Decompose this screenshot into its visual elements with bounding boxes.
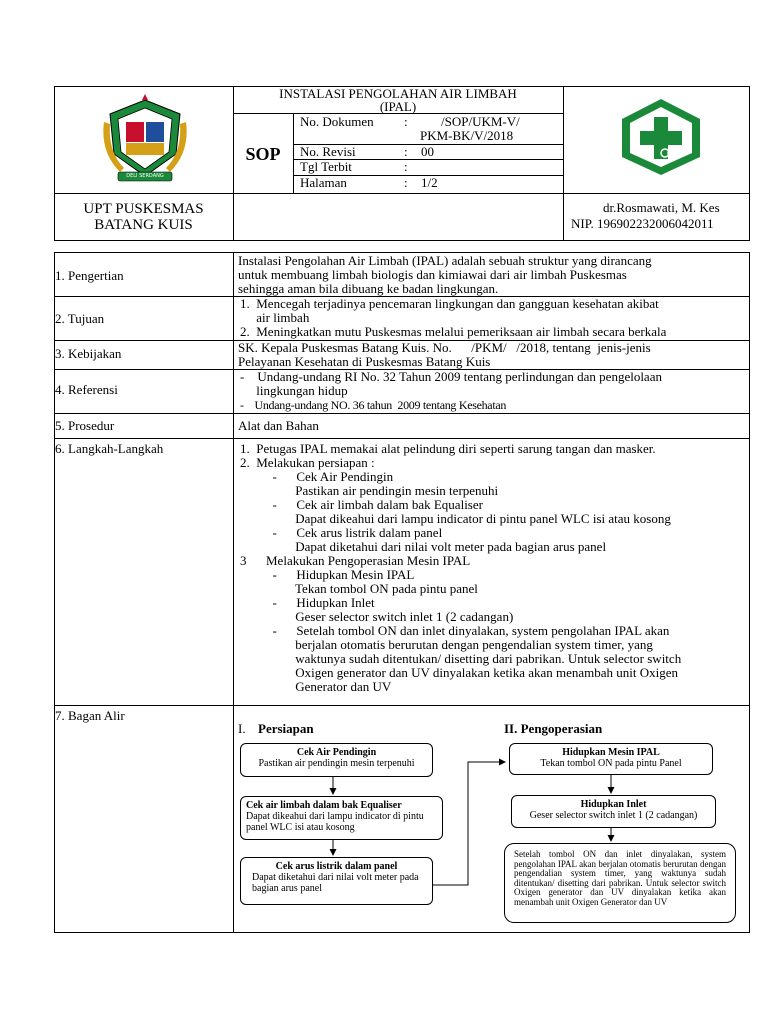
langkah-line: 2. Melakukan persiapan :	[240, 455, 375, 470]
pengertian-line: Instalasi Pengolahan Air Limbah (IPAL) adalah sebuah struktur yang dirancang	[238, 253, 652, 268]
langkah-line: Geser selector switch inlet 1 (2 cadangan)	[240, 609, 514, 624]
doc-number-value: /SOP/UKM-V/	[441, 114, 520, 129]
section-label-prosedur: 5. Prosedur	[55, 418, 115, 433]
tujuan-line: 1. Mencegah terjadinya pencemaran lingkungan dan gangguan kesehatan akibat	[240, 296, 659, 311]
issue-date-sep: :	[404, 159, 408, 174]
flow-arrows	[233, 700, 750, 933]
flow-box-title: Hidupkan Inlet	[580, 799, 647, 810]
langkah-line: Dapat dikeahui dari lampu indicator di pintu panel WLC isi atau kosong	[240, 511, 671, 526]
doc-title-line2: (IPAL)	[379, 99, 417, 114]
langkah-line: Dapat diketahui dari nilai volt meter pada bagian arus panel	[240, 539, 607, 554]
flow-left-heading-num: I.	[238, 721, 246, 736]
kebijakan-line: SK. Kepala Puskesmas Batang Kuis. No. /PKM/ /2018, tentang jenis-jenis	[238, 340, 651, 355]
org-name-line1: UPT PUSKESMAS	[83, 201, 204, 217]
langkah-line: Tekan tombol ON pada pintu panel	[240, 581, 478, 596]
langkah-line: - Cek arus listrik dalam panel	[240, 525, 443, 540]
flow-right-heading: II. Pengoperasian	[504, 721, 603, 736]
langkah-line: 1. Petugas IPAL memakai alat pelindung diri seperti sarung tangan dan masker.	[240, 441, 656, 456]
tujuan-line: air limbah	[240, 310, 310, 325]
flow-box-text: Setelah tombol ON dan inlet dinyalakan, system pengolahan IPAL akan berjalan otomatis berurutan dengan pengendalian system timer, yang waktunya sudah ditentukan/ disetting dari pabrikan. Untuk selector switch Oxigen generator dan UV dinyalakan ketika akan menambah unit Oxigen Generator dan UV	[514, 849, 726, 907]
arrow-connector	[433, 762, 505, 885]
flow-box-title: Hidupkan Mesin IPAL	[562, 747, 660, 758]
revision-sep: :	[404, 144, 408, 159]
flow-box-text: Dapat diketahui dari nilai volt meter pada bagian arus panel	[252, 872, 419, 894]
signer-name: dr.Rosmawati, M. Kes	[603, 200, 720, 215]
divider	[54, 438, 750, 439]
langkah-line: waktunya sudah ditentukan/ disetting dari pabrikan. Untuk selector switch	[240, 651, 682, 666]
prosedur-line: Alat dan Bahan	[238, 418, 319, 433]
flow-box-title: Cek arus listrik dalam panel	[275, 861, 398, 872]
page-value: 1/2	[421, 175, 438, 190]
pengertian-line: sehingga aman bila dibuang ke badan lingkungan.	[238, 281, 499, 296]
doc-number-label: No. Dokumen	[300, 114, 374, 129]
section-label-bagan-alir: 7. Bagan Alir	[55, 708, 125, 723]
divider	[54, 413, 750, 414]
flow-box-title: Cek air limbah dalam bak Equaliser	[246, 800, 402, 811]
doc-title-line1: INSTALASI PENGOLAHAN AIR LIMBAH	[279, 86, 517, 101]
langkah-line: 3 Melakukan Pengoperasian Mesin IPAL	[240, 553, 471, 568]
referensi-line: lingkungan hidup	[240, 383, 348, 398]
langkah-line: Oxigen generator dan UV dinyalakan ketika akan menambah unit Oxigen	[240, 665, 679, 680]
section-label-kebijakan: 3. Kebijakan	[55, 346, 122, 361]
divider	[54, 193, 750, 194]
flow-box-text: Geser selector switch inlet 1 (2 cadangan)	[529, 810, 698, 821]
flow-box-text: Pastikan air pendingin mesin terpenuhi	[258, 758, 415, 769]
langkah-line: Generator dan UV	[240, 679, 392, 694]
puskesmas-logo-icon	[614, 95, 708, 179]
langkah-line: - Hidupkan Mesin IPAL	[240, 567, 415, 582]
pengertian-line: untuk membuang limbah biologis dan kimiawai dari air limbah Puskesmas	[238, 267, 627, 282]
divider	[293, 113, 294, 193]
referensi-line: - Undang-undang RI No. 32 Tahun 2009 tentang perlindungan dan pengelolaan	[240, 369, 662, 384]
divider	[563, 86, 564, 241]
flow-box-title: Cek Air Pendingin	[296, 747, 377, 758]
section-label-tujuan: 2. Tujuan	[55, 311, 105, 326]
signer-nip: NIP. 196902232006042011	[571, 216, 714, 231]
sop-label: SOP	[245, 144, 281, 164]
langkah-line: - Cek air limbah dalam bak Equaliser	[240, 497, 483, 512]
section-label-referensi: 4. Referensi	[55, 382, 118, 397]
org-name-line2: BATANG KUIS	[94, 217, 193, 233]
flow-box-text: Tekan tombol ON pada pintu Panel	[540, 758, 682, 769]
emblem-banner-text: DELI SERDANG	[126, 173, 164, 179]
issue-date-label: Tgl Terbit	[300, 159, 352, 174]
page-sep: :	[404, 175, 408, 190]
doc-number-sep: :	[404, 114, 408, 129]
section-label-pengertian: 1. Pengertian	[55, 268, 124, 283]
page-label: Halaman	[300, 175, 347, 190]
langkah-line: - Cek Air Pendingin	[240, 469, 394, 484]
langkah-line: - Setelah tombol ON dan inlet dinyalakan, system pengolahan IPAL akan	[240, 623, 670, 638]
revision-value: 00	[421, 144, 434, 159]
revision-label: No. Revisi	[300, 144, 356, 159]
langkah-line: berjalan otomatis berurutan dengan pengendalian system timer, yang	[240, 637, 653, 652]
langkah-line: Pastikan air pendingin mesin terpenuhi	[240, 483, 499, 498]
tujuan-line: 2. Meningkatkan mutu Puskesmas melalui pemeriksaan air limbah secara berkala	[240, 324, 667, 339]
langkah-line: - Hidupkan Inlet	[240, 595, 375, 610]
flow-box-text: Dapat dikeahui dari lampu indicator di pintu panel WLC isi atau kosong	[246, 811, 424, 833]
doc-number-value-line2: PKM-BK/V/2018	[420, 128, 514, 143]
section-label-langkah: 6. Langkah-Langkah	[55, 441, 164, 456]
flow-left-heading: Persiapan	[258, 721, 314, 736]
kebijakan-line: Pelayanan Kesehatan di Puskesmas Batang Kuis	[238, 354, 491, 369]
referensi-line: - Undang-undang NO. 36 tahun 2009 tentang Kesehatan	[240, 398, 507, 412]
